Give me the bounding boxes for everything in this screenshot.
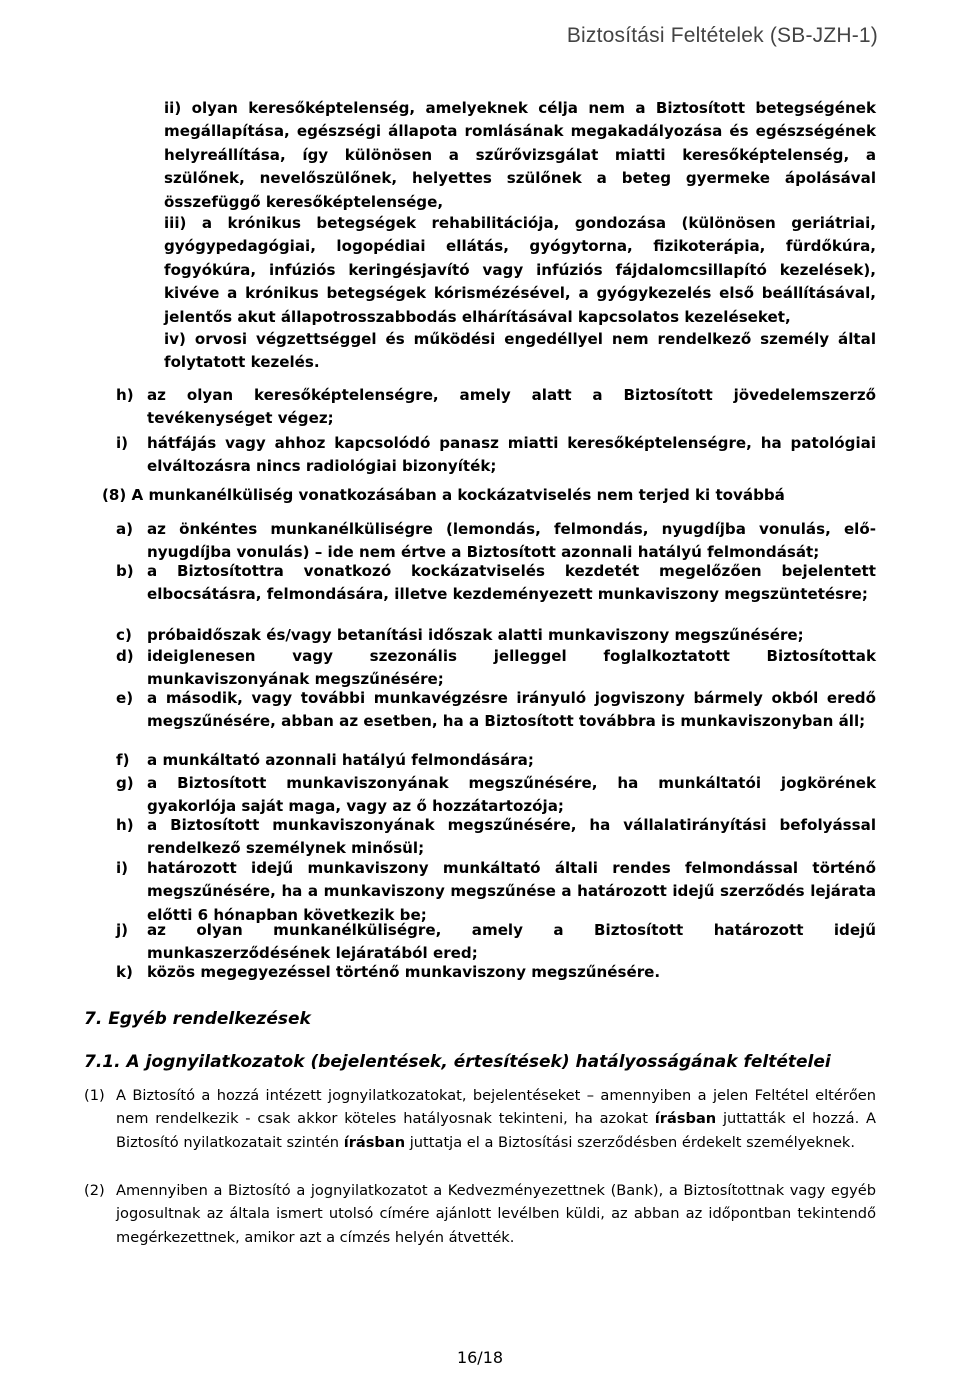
paragraph-text-part: juttatja el a Biztosítási szerződésben érdekelt személyeknek. — [405, 1133, 856, 1151]
item-text: a második, vagy további munkavégzésre irányuló jogviszony bármely okból eredő megszűnésére, abban az esetben, ha a Biztosított továbbra is munkaviszonyban áll; — [147, 689, 876, 731]
item-label: c) — [116, 626, 132, 644]
page-number: 16/18 — [456, 1348, 504, 1367]
sub-item-iv: iv) orvosi végzettséggel és működési engedéllyel nem rendelkező személy által folytatott kezelés. — [164, 330, 876, 372]
item-label: g) — [116, 774, 134, 792]
item-text: közös megegyezéssel történő munkaviszony megszűnésére. — [147, 963, 661, 981]
emphasis-text: írásban — [654, 1110, 717, 1128]
paragraph-text-part: juttatták el hozzá. A Biztosító nyilatkozatait szintén — [116, 1110, 876, 1151]
item-text: az önkéntes munkanélküliségre (lemondás, felmondás, nyugdíjba vonulás, elő-nyugdíjba vonulás) – ide nem értve a Biztosított azonnali hatályú felmondását; — [147, 520, 876, 562]
paragraph-text-part: A Biztosító a hozzá intézett jognyilatkozatokat, bejelentéseket – amennyiben a jelen Feltétel eltérően nem rendelkezik - csak akkor köteles hatályosnak tekinteni, ha azokat — [116, 1087, 876, 1128]
paragraph-text — [116, 1084, 876, 1154]
sub-item-ii: ii) olyan keresőképtelenség, amelyeknek célja nem a Biztosított betegségének megállapítása, egészségi állapota romlásának megakadályozása és egészségének helyreállítása, így különösen a szűrővizsgálat miatti keresőképtelenség, a szülőnek, nevelőszülőnek, helyettes szülőnek a beteg gyermeke ápolásával összefüggő keresőképtelensége, — [164, 99, 876, 211]
document-header-title: Biztosítási Feltételek (SB-JZH-1) — [566, 24, 878, 47]
sub-item-iii: iii) a krónikus betegségek rehabilitációja, gondozása (különösen geriátriai, gyógypedagógiai, logopédiai ellátás, gyógytorna, fizikoterápia, fürdőkúra, fogyókúra, infúziós keringésjavító vagy infúziós fájdalomcsillapító kezelések), kivéve a krónikus betegségek kórismézésével, a gyógykezelés első beállításával, jelentős akut állapotrosszabbodás elhárításával kapcsolatos kezeléseket, — [164, 214, 876, 326]
item-label: h) — [116, 816, 134, 834]
item-label: d) — [116, 647, 134, 665]
item-label: i) — [116, 434, 129, 452]
item-label: k) — [116, 963, 133, 981]
item-label: j) — [116, 921, 129, 939]
item-text: a Biztosítottra vonatkozó kockázatviselés kezdetét megelőzően bejelentett elbocsátásra, felmondására, illetve kezdeményezett munkaviszony megszüntetésre; — [147, 562, 876, 604]
section-7-heading: 7. Egyéb rendelkezések — [84, 1009, 311, 1029]
item-label: i) — [116, 859, 129, 877]
item-text: a Biztosított munkaviszonyának megszűnésére, ha munkáltatói jogkörének gyakorlója saját maga, vagy az ő hozzátartozója; — [147, 774, 876, 816]
emphasis-text: írásban — [343, 1133, 406, 1151]
paragraph-label: (1) — [84, 1087, 105, 1104]
item-text: határozott idejű munkaviszony munkáltató általi rendes felmondással történő megszűnésére, ha a munkaviszony megszűnése a határozott idejű szerződés lejárata előtti 6 hónapban következik be; — [147, 859, 876, 924]
paragraph-text: Amennyiben a Biztosító a jognyilatkozatot a Kedvezményezettnek (Bank), a Biztosítottnak vagy egyéb jogosultnak az általa ismert utolsó címére ajánlott levélben küldi, az abban az időpontban tekintendő megérkezettnek, amikor azt a címzés helyén átvették. — [116, 1182, 876, 1246]
item-label: b) — [116, 562, 134, 580]
item-text: a Biztosított munkaviszonyának megszűnésére, ha vállalatirányítási befolyással rendelkező személynek minősül; — [147, 816, 876, 858]
item-label: e) — [116, 689, 134, 707]
paragraph-label: (2) — [84, 1182, 105, 1199]
section-7-1-heading: 7.1. A jognyilatkozatok (bejelentések, értesítések) hatályosságának feltételei — [84, 1052, 831, 1072]
item-label: a) — [116, 520, 134, 538]
section-8-heading: (8) A munkanélküliség vonatkozásában a kockázatviselés nem terjed ki továbbá — [102, 486, 785, 504]
item-text: a munkáltató azonnali hatályú felmondására; — [147, 751, 534, 769]
item-text: az olyan munkanélküliségre, amely a Biztosított határozott idejű munkaszerződésének lejáratából ered; — [147, 921, 876, 963]
item-text: hátfájás vagy ahhoz kapcsolódó panasz miatti keresőképtelenségre, ha patológiai elváltozásra nincs radiológiai bizonyíték; — [147, 434, 876, 476]
item-text: ideiglenesen vagy szezonális jelleggel foglalkoztatott Biztosítottak munkaviszonyának megszűnésére; — [147, 647, 876, 689]
item-text: az olyan keresőképtelenségre, amely alatt a Biztosított jövedelemszerző tevékenységet végez; — [147, 386, 876, 428]
item-label: f) — [116, 751, 130, 769]
item-label: h) — [116, 386, 134, 404]
item-text: próbaidőszak és/vagy betanítási időszak alatti munkaviszony megszűnésére; — [147, 626, 804, 644]
